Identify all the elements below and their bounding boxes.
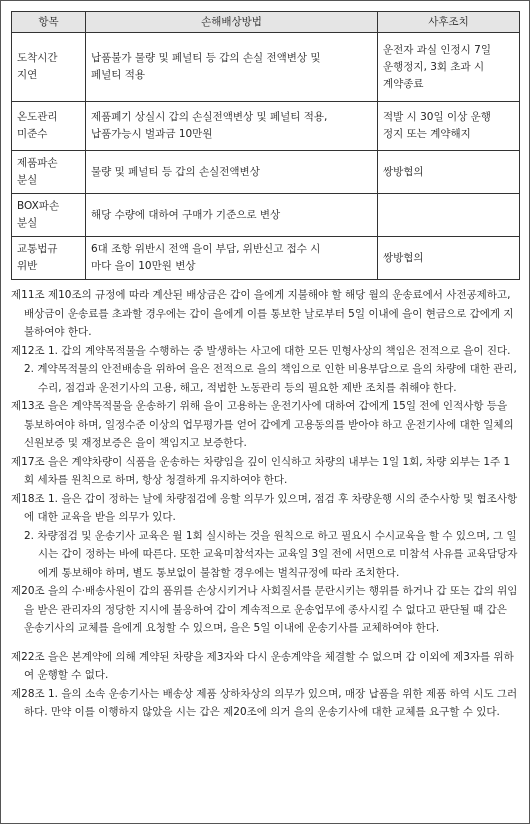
header-method: 손해배상방법 — [86, 12, 378, 33]
table-row — [12, 33, 520, 102]
cell-item: 도착시간 지연 — [12, 33, 86, 102]
cell-action: 쌍방협의 — [378, 237, 520, 280]
cell-action: 운전자 과실 인정시 7일 운행정지, 3회 초과 시 계약종료 — [378, 33, 520, 102]
header-item: 항목 — [12, 12, 86, 33]
cell-item: BOX파손 분실 — [12, 194, 86, 237]
cell-action: 적발 시 30일 이상 운행 정지 또는 계약해지 — [378, 102, 520, 151]
cell-item: 온도관리 미준수 — [12, 102, 86, 151]
clause-paragraph: 제11조 제10조의 규정에 따라 계산된 배상금은 갑이 을에게 지불해야 할 해당 월의 운송료에서 사전공제하고, 배상금이 운송료를 초과할 경우에는 갑이 을에게 이를 통보한 날로부터 5일 이내에 을이 현금으로 갑에게 지불하여야 한다. — [11, 289, 514, 338]
table-row — [12, 237, 520, 280]
clause-paragraph: 제17조 을은 계약차량이 식품을 운송하는 차량임을 깊이 인식하고 차량의 내부는 1일 1회, 차량 외부는 1주 1회 세차를 원칙으로 하며, 항상 청결하게 유지하여야 한다. — [11, 455, 511, 486]
clause-paragraph: 제13조 을은 계약목적물을 운송하기 위해 을이 고용하는 운전기사에 대하여 갑에게 15일 전에 인적사항 등을 통보하여야 하며, 일정수준 이상의 업무평가를 얻어 갑에게 고용동의를 받아야 하고 운전기사에 대한 일체의 신원보증 및 재정보증은 을이 책임지고 보증한다. — [11, 400, 514, 449]
table-row — [12, 102, 520, 151]
cell-method: 제품폐기 상실시 갑의 손실전액변상 및 페널티 적용, 납품가능시 벌과금 10만원 — [86, 102, 378, 151]
cell-method: 납품불가 물량 및 페널티 등 갑의 손실 전액변상 및 페널티 적용 — [86, 33, 378, 102]
clauses — [11, 286, 519, 722]
table-row — [12, 151, 520, 194]
cell-item: 교통법규 위반 — [12, 237, 86, 280]
cell-action: 쌍방협의 — [378, 151, 520, 194]
cell-method: 물량 및 페널티 등 갑의 손실전액변상 — [86, 151, 378, 194]
clause-paragraph: 2. 계약목적물의 안전배송을 위하여 을은 전적으로 을의 책임으로 인한 비용부담으로 을의 차량에 대한 관리, 수리, 점검과 운전기사의 고용, 해고, 적법한 노동관리 등의 필요한 제반 조치를 취해야 한다. — [24, 363, 517, 394]
clause-paragraph: 제18조 1. 을은 갑이 정하는 날에 차량점검에 응할 의무가 있으며, 점검 후 차량운행 시의 준수사항 및 협조사항에 대한 교육을 받을 의무가 있다. — [11, 492, 518, 523]
cell-method: 6대 조항 위반시 전액 을이 부담, 위반신고 접수 시 마다 을이 10만원 변상 — [86, 237, 378, 280]
clause-paragraph: 제22조 을은 본계약에 의해 계약된 차량을 제3자와 다시 운송계약을 체결할 수 없으며 갑 이외에 제3자를 위하여 운행할 수 없다. — [11, 650, 514, 681]
header-action: 사후조치 — [378, 12, 520, 33]
clause-paragraph: 2. 차량점검 및 운송기사 교육은 월 1회 실시하는 것을 원칙으로 하고 필요시 수시교육을 할 수 있으며, 그 일시는 갑이 정하는 바에 따른다. 또한 교육미참석자는 교육일 3일 전에 서면으로 미참석 사유를 교육담당자에게 통보해야 하며, 별도 통보없이 불참할 경우에는 벌칙규정에 따라 조치한다. — [24, 529, 518, 579]
damages-table — [11, 11, 520, 280]
spacer — [11, 638, 519, 648]
cell-action — [378, 194, 520, 237]
cell-method: 해당 수량에 대하여 구매가 기준으로 변상 — [86, 194, 378, 237]
cell-item: 제품파손 분실 — [12, 151, 86, 194]
table-row — [12, 194, 520, 237]
clause-paragraph: 제28조 1. 을의 소속 운송기사는 배송상 제품 상하차상의 의무가 있으며, 매장 납품을 위한 제품 하역 시도 그러하다. 만약 이를 이행하지 않았을 시는 갑은 제20조에 의거 을의 운송기사에 대한 교체를 요구할 수 있다. — [11, 687, 518, 718]
clause-paragraph: 제12조 1. 갑의 계약목적물을 수행하는 중 발생하는 사고에 대한 모든 민형사상의 책임은 전적으로 을이 진다. — [11, 344, 511, 357]
clause-paragraph: 제20조 을의 수·배송사원이 갑의 품위를 손상시키거나 사회질서를 문란시키는 행위를 하거나 갑 또는 갑의 위임을 받은 관리자의 정당한 지시에 불응하여 갑이 계속적으로 운송업무에 종사시킬 수 없다고 판단될 때 갑은 운송기사의 교체를 을에게 요청할 수 있으며, 을은 5일 이내에 운송기사를 교체하여야 한다. — [11, 585, 518, 634]
table-header-row — [12, 12, 520, 33]
